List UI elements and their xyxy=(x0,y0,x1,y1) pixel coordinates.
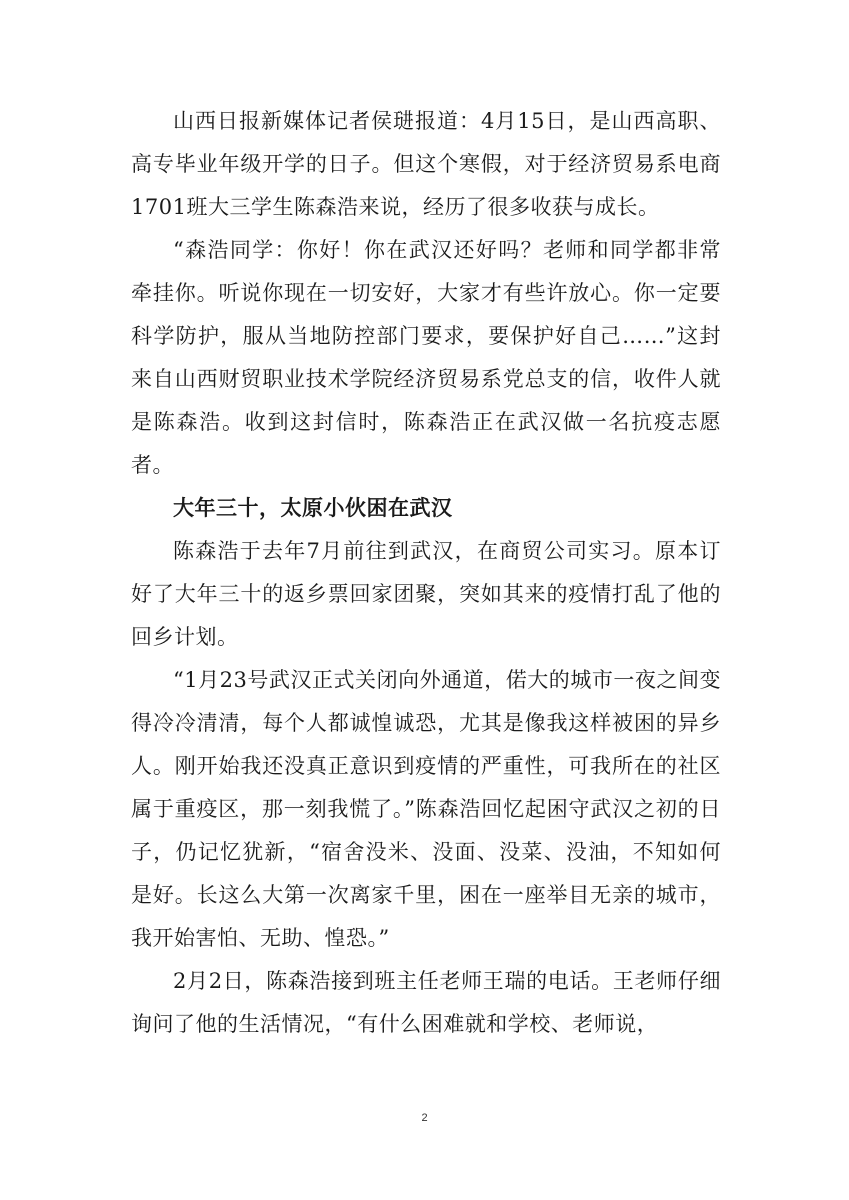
paragraph-teacher-call: 2月2日，陈森浩接到班主任老师王瑞的电话。王老师仔细询问了他的生活情况，“有什么困难就和学校、老师说， xyxy=(131,969,721,1036)
paragraph-lockdown-quote: “1月23号武汉正式关闭向外通道，偌大的城市一夜之间变得冷冷清清，每个人都诚惶诚恐，尤其是像我这样被困的异乡人。刚开始我还没真正意识到疫情的严重性，可我所在的社区属于重疫区，那一刻我慌了。”陈森浩回忆起困守武汉之初的日子，仍记忆犹新，“宿舍没米、没面、没菜、没油，不知如何是好。长这么大第一次离家千里，困在一座举目无亲的城市，我开始害怕、无助、惶恐。” xyxy=(131,668,721,950)
document-body xyxy=(131,100,721,1046)
paragraph-internship: 陈森浩于去年7月前往到武汉，在商贸公司实习。原本订好了大年三十的返乡票回家团聚，突如其来的疫情打乱了他的回乡计划。 xyxy=(131,539,721,649)
paragraph-intro: 山西日报新媒体记者侯琎报道：4月15日，是山西高职、高专毕业年级开学的日子。但这个寒假，对于经济贸易系电商1701班大三学生陈森浩来说，经历了很多收获与成长。 xyxy=(131,109,721,219)
paragraph-letter: “森浩同学：你好！你在武汉还好吗？老师和同学都非常牵挂你。听说你现在一切安好，大家才有些许放心。你一定要科学防护，服从当地防控部门要求，要保护好自己……”这封来自山西财贸职业技术学院经济贸易系党总支的信，收件人就是陈森浩。收到这封信时，陈森浩正在武汉做一名抗疫志愿者。 xyxy=(131,238,721,477)
section-heading: 大年三十，太原小伙困在武汉 xyxy=(173,496,453,520)
page-number: 2 xyxy=(421,1112,428,1124)
